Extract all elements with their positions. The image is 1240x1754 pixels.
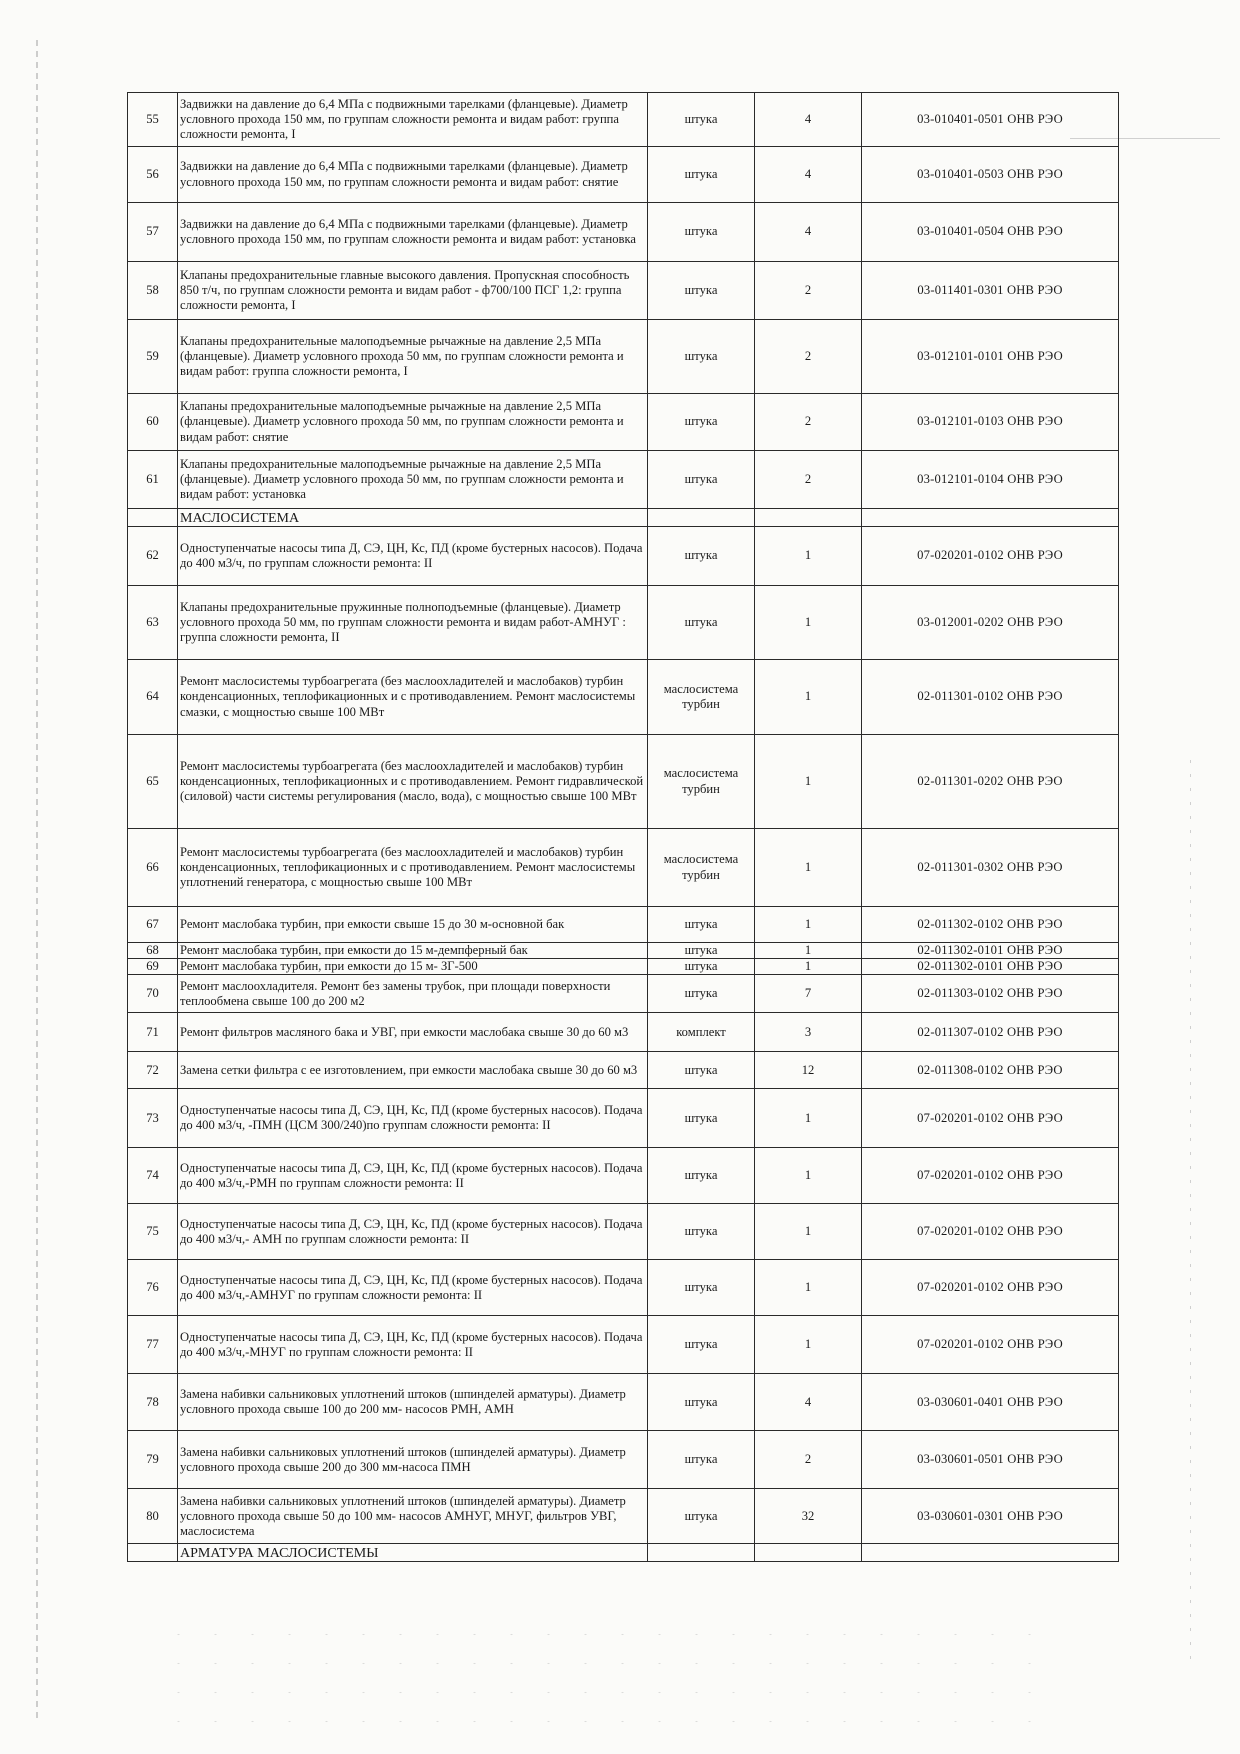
table-row [128, 1148, 1119, 1204]
work-description: Одноступенчатые насосы типа Д, СЭ, ЦН, Кс, ПД (кроме бустерных насосов). Подача до 400 м3/ч, по группам сложности ремонта: II [178, 527, 648, 586]
row-number: 65 [128, 735, 178, 829]
unit-of-measure: штука [648, 586, 755, 660]
norm-code: 03-012001-0202 ОНВ РЭО [862, 586, 1119, 660]
table-row [128, 1431, 1119, 1489]
norm-code [862, 1544, 1119, 1562]
work-description: Задвижки на давление до 6,4 МПа с подвижными тарелками (фланцевые). Диаметр условного прохода 150 мм, по группам сложности ремонта и видам работ: снятие [178, 147, 648, 203]
norm-code: 07-020201-0102 ОНВ РЭО [862, 1148, 1119, 1204]
table-row [128, 1374, 1119, 1431]
quantity: 1 [755, 943, 862, 959]
quantity [755, 509, 862, 527]
table-row [128, 527, 1119, 586]
work-description: Одноступенчатые насосы типа Д, СЭ, ЦН, Кс, ПД (кроме бустерных насосов). Подача до 400 м3/ч,-РМН по группам сложности ремонта: II [178, 1148, 648, 1204]
table-row [128, 1204, 1119, 1260]
quantity: 32 [755, 1489, 862, 1544]
work-description: Клапаны предохранительные малоподъемные рычажные на давление 2,5 МПа (фланцевые). Диаметр условного прохода 50 мм, по группам сложности ремонта и видам работ: снятие [178, 394, 648, 451]
norm-code: 02-011301-0302 ОНВ РЭО [862, 829, 1119, 907]
unit-of-measure: штука [648, 203, 755, 262]
quantity: 1 [755, 527, 862, 586]
quantity: 4 [755, 203, 862, 262]
unit-of-measure: штука [648, 1260, 755, 1316]
norm-code: 02-011301-0102 ОНВ РЭО [862, 660, 1119, 735]
unit-of-measure: штука [648, 1052, 755, 1089]
unit-of-measure: штука [648, 147, 755, 203]
table-row [128, 660, 1119, 735]
unit-of-measure [648, 509, 755, 527]
unit-of-measure: штука [648, 262, 755, 320]
table-row [128, 907, 1119, 943]
norm-code: 03-011401-0301 ОНВ РЭО [862, 262, 1119, 320]
norm-code: 03-030601-0501 ОНВ РЭО [862, 1431, 1119, 1489]
work-description: Ремонт маслосистемы турбоагрегата (без маслоохладителей и маслобаков) турбин конденсационных, теплофикационных и с противодавлением. Ремонт маслосистемы смазки, с мощностью свыше 100 МВт [178, 660, 648, 735]
row-number: 76 [128, 1260, 178, 1316]
unit-of-measure: штука [648, 1316, 755, 1374]
scan-dots-artifact [1190, 760, 1191, 1660]
unit-of-measure: штука [648, 320, 755, 394]
work-description: Замена набивки сальниковых уплотнений штоков (шпинделей арматуры). Диаметр условного прохода свыше 50 до 100 мм- насосов АМНУГ, МНУГ, фильтров УВГ, маслосистема [178, 1489, 648, 1544]
work-description: Клапаны предохранительные пружинные полноподъемные (фланцевые). Диаметр условного прохода 50 мм, по группам сложности ремонта и видам работ-АМНУГ : группа сложности ремонта, II [178, 586, 648, 660]
quantity: 12 [755, 1052, 862, 1089]
row-number: 55 [128, 93, 178, 147]
norm-code: 07-020201-0102 ОНВ РЭО [862, 527, 1119, 586]
table-row [128, 320, 1119, 394]
row-number: 77 [128, 1316, 178, 1374]
work-description: Ремонт маслосистемы турбоагрегата (без маслоохладителей и маслобаков) турбин конденсационных, теплофикационных и с противодавлением. Ремонт маслосистемы уплотнений генератора, с мощностью свыше 100 МВт [178, 829, 648, 907]
table-row [128, 1013, 1119, 1052]
work-description: Замена сетки фильтра с ее изготовлением, при емкости маслобака свыше 30 до 60 м3 [178, 1052, 648, 1089]
quantity: 1 [755, 735, 862, 829]
row-number: 61 [128, 451, 178, 509]
norm-code: 07-020201-0102 ОНВ РЭО [862, 1316, 1119, 1374]
work-items-table [127, 92, 1119, 1562]
table-row [128, 203, 1119, 262]
row-number: 66 [128, 829, 178, 907]
work-description: Одноступенчатые насосы типа Д, СЭ, ЦН, Кс, ПД (кроме бустерных насосов). Подача до 400 м3/ч,- АМН по группам сложности ремонта: II [178, 1204, 648, 1260]
work-description: Задвижки на давление до 6,4 МПа с подвижными тарелками (фланцевые). Диаметр условного прохода 150 мм, по группам сложности ремонта и видам работ: установка [178, 203, 648, 262]
row-number: 75 [128, 1204, 178, 1260]
work-description: Одноступенчатые насосы типа Д, СЭ, ЦН, Кс, ПД (кроме бустерных насосов). Подача до 400 м3/ч,-МНУГ по группам сложности ремонта: II [178, 1316, 648, 1374]
row-number: 72 [128, 1052, 178, 1089]
quantity: 1 [755, 586, 862, 660]
norm-code: 02-011308-0102 ОНВ РЭО [862, 1052, 1119, 1089]
unit-of-measure: штука [648, 394, 755, 451]
unit-of-measure: штука [648, 527, 755, 586]
row-number: 57 [128, 203, 178, 262]
norm-code: 03-010401-0501 ОНВ РЭО [862, 93, 1119, 147]
row-number: 56 [128, 147, 178, 203]
unit-of-measure: штука [648, 959, 755, 975]
table-row [128, 1052, 1119, 1089]
table-row [128, 959, 1119, 975]
quantity: 2 [755, 451, 862, 509]
work-description: Ремонт фильтров масляного бака и УВГ, при емкости маслобака свыше 30 до 60 м3 [178, 1013, 648, 1052]
norm-code: 03-030601-0301 ОНВ РЭО [862, 1489, 1119, 1544]
quantity: 1 [755, 1089, 862, 1148]
table-row [128, 1260, 1119, 1316]
table-row [128, 394, 1119, 451]
row-number: 60 [128, 394, 178, 451]
norm-code [862, 509, 1119, 527]
work-description: Клапаны предохранительные главные высокого давления. Пропускная способность 850 т/ч, по группам сложности ремонта и видам работ - ф700/100 ПСГ 1,2: группа сложности ремонта, I [178, 262, 648, 320]
norm-code: 03-010401-0504 ОНВ РЭО [862, 203, 1119, 262]
table-row [128, 1489, 1119, 1544]
quantity: 1 [755, 1204, 862, 1260]
norm-code: 02-011307-0102 ОНВ РЭО [862, 1013, 1119, 1052]
unit-of-measure: штука [648, 93, 755, 147]
work-description: Ремонт маслоохладителя. Ремонт без замены трубок, при площади поверхности теплообмена свыше 100 до 200 м2 [178, 975, 648, 1013]
unit-of-measure: штука [648, 975, 755, 1013]
row-number: 73 [128, 1089, 178, 1148]
unit-of-measure: маслосистема турбин [648, 735, 755, 829]
quantity [755, 1544, 862, 1562]
unit-of-measure: штука [648, 943, 755, 959]
quantity: 1 [755, 1316, 862, 1374]
row-number: 71 [128, 1013, 178, 1052]
norm-code: 02-011303-0102 ОНВ РЭО [862, 975, 1119, 1013]
section-title: МАСЛОСИСТЕМА [178, 509, 648, 527]
table-row [128, 93, 1119, 147]
work-description: Одноступенчатые насосы типа Д, СЭ, ЦН, Кс, ПД (кроме бустерных насосов). Подача до 400 м3/ч, -ПМН (ЦСМ 300/240)по группам сложности ремонта: II [178, 1089, 648, 1148]
quantity: 4 [755, 147, 862, 203]
row-number [128, 509, 178, 527]
table-row [128, 1316, 1119, 1374]
norm-code: 02-011301-0202 ОНВ РЭО [862, 735, 1119, 829]
row-number: 63 [128, 586, 178, 660]
quantity: 1 [755, 959, 862, 975]
row-number: 70 [128, 975, 178, 1013]
row-number: 58 [128, 262, 178, 320]
unit-of-measure: штука [648, 907, 755, 943]
unit-of-measure: комплект [648, 1013, 755, 1052]
work-description: Ремонт маслосистемы турбоагрегата (без маслоохладителей и маслобаков) турбин конденсационных, теплофикационных и с противодавлением. Ремонт гидравлической (силовой) части системы регулирования (масло, вода), с мощностью свыше 100 МВт [178, 735, 648, 829]
quantity: 1 [755, 907, 862, 943]
section-row [128, 509, 1119, 527]
work-description: Одноступенчатые насосы типа Д, СЭ, ЦН, Кс, ПД (кроме бустерных насосов). Подача до 400 м3/ч,-АМНУГ по группам сложности ремонта: II [178, 1260, 648, 1316]
work-description: Замена набивки сальниковых уплотнений штоков (шпинделей арматуры). Диаметр условного прохода свыше 100 до 200 мм- насосов РМН, АМН [178, 1374, 648, 1431]
row-number: 64 [128, 660, 178, 735]
norm-code: 03-010401-0503 ОНВ РЭО [862, 147, 1119, 203]
row-number [128, 1544, 178, 1562]
table-row [128, 262, 1119, 320]
row-number: 68 [128, 943, 178, 959]
table-row [128, 586, 1119, 660]
norm-code: 02-011302-0101 ОНВ РЭО [862, 959, 1119, 975]
norm-code: 07-020201-0102 ОНВ РЭО [862, 1260, 1119, 1316]
work-description: Клапаны предохранительные малоподъемные рычажные на давление 2,5 МПа (фланцевые). Диаметр условного прохода 50 мм, по группам сложности ремонта и видам работ: установка [178, 451, 648, 509]
table-row [128, 147, 1119, 203]
quantity: 2 [755, 262, 862, 320]
row-number: 59 [128, 320, 178, 394]
quantity: 2 [755, 320, 862, 394]
work-description: Задвижки на давление до 6,4 МПа с подвижными тарелками (фланцевые). Диаметр условного прохода 150 мм, по группам сложности ремонта и видам работ: группа сложности ремонта, I [178, 93, 648, 147]
norm-code: 02-011302-0101 ОНВ РЭО [862, 943, 1119, 959]
quantity: 1 [755, 660, 862, 735]
row-number: 67 [128, 907, 178, 943]
quantity: 4 [755, 93, 862, 147]
work-description: Ремонт маслобака турбин, при емкости до 15 м- ЗГ-500 [178, 959, 648, 975]
work-description: Замена набивки сальниковых уплотнений штоков (шпинделей арматуры). Диаметр условного прохода свыше 200 до 300 мм-насоса ПМН [178, 1431, 648, 1489]
norm-code: 02-011302-0102 ОНВ РЭО [862, 907, 1119, 943]
row-number: 62 [128, 527, 178, 586]
norm-code: 03-012101-0103 ОНВ РЭО [862, 394, 1119, 451]
quantity: 1 [755, 1148, 862, 1204]
table-row [128, 943, 1119, 959]
unit-of-measure: штука [648, 1148, 755, 1204]
table-row [128, 1089, 1119, 1148]
section-title: АРМАТУРА МАСЛОСИСТЕМЫ [178, 1544, 648, 1562]
unit-of-measure: маслосистема турбин [648, 660, 755, 735]
row-number: 80 [128, 1489, 178, 1544]
norm-code: 03-012101-0101 ОНВ РЭО [862, 320, 1119, 394]
quantity: 2 [755, 1431, 862, 1489]
unit-of-measure: штука [648, 1089, 755, 1148]
table-body [128, 93, 1119, 1562]
unit-of-measure: штука [648, 1374, 755, 1431]
norm-code: 07-020201-0102 ОНВ РЭО [862, 1089, 1119, 1148]
table-row [128, 975, 1119, 1013]
norm-code: 03-012101-0104 ОНВ РЭО [862, 451, 1119, 509]
table-row [128, 829, 1119, 907]
unit-of-measure: штука [648, 451, 755, 509]
scan-edge-artifact [36, 40, 38, 1720]
quantity: 3 [755, 1013, 862, 1052]
work-description: Клапаны предохранительные малоподъемные рычажные на давление 2,5 МПа (фланцевые). Диаметр условного прохода 50 мм, по группам сложности ремонта и видам работ: группа сложности ремонта, I [178, 320, 648, 394]
unit-of-measure: штука [648, 1204, 755, 1260]
row-number: 69 [128, 959, 178, 975]
unit-of-measure: маслосистема турбин [648, 829, 755, 907]
row-number: 78 [128, 1374, 178, 1431]
quantity: 1 [755, 829, 862, 907]
scan-noise-artifact [160, 1620, 1060, 1740]
norm-code: 07-020201-0102 ОНВ РЭО [862, 1204, 1119, 1260]
work-description: Ремонт маслобака турбин, при емкости свыше 15 до 30 м-основной бак [178, 907, 648, 943]
work-description: Ремонт маслобака турбин, при емкости до 15 м-демпферный бак [178, 943, 648, 959]
norm-code: 03-030601-0401 ОНВ РЭО [862, 1374, 1119, 1431]
unit-of-measure: штука [648, 1431, 755, 1489]
quantity: 4 [755, 1374, 862, 1431]
unit-of-measure [648, 1544, 755, 1562]
row-number: 74 [128, 1148, 178, 1204]
table-row [128, 451, 1119, 509]
row-number: 79 [128, 1431, 178, 1489]
quantity: 7 [755, 975, 862, 1013]
quantity: 1 [755, 1260, 862, 1316]
unit-of-measure: штука [648, 1489, 755, 1544]
section-row [128, 1544, 1119, 1562]
table-row [128, 735, 1119, 829]
quantity: 2 [755, 394, 862, 451]
